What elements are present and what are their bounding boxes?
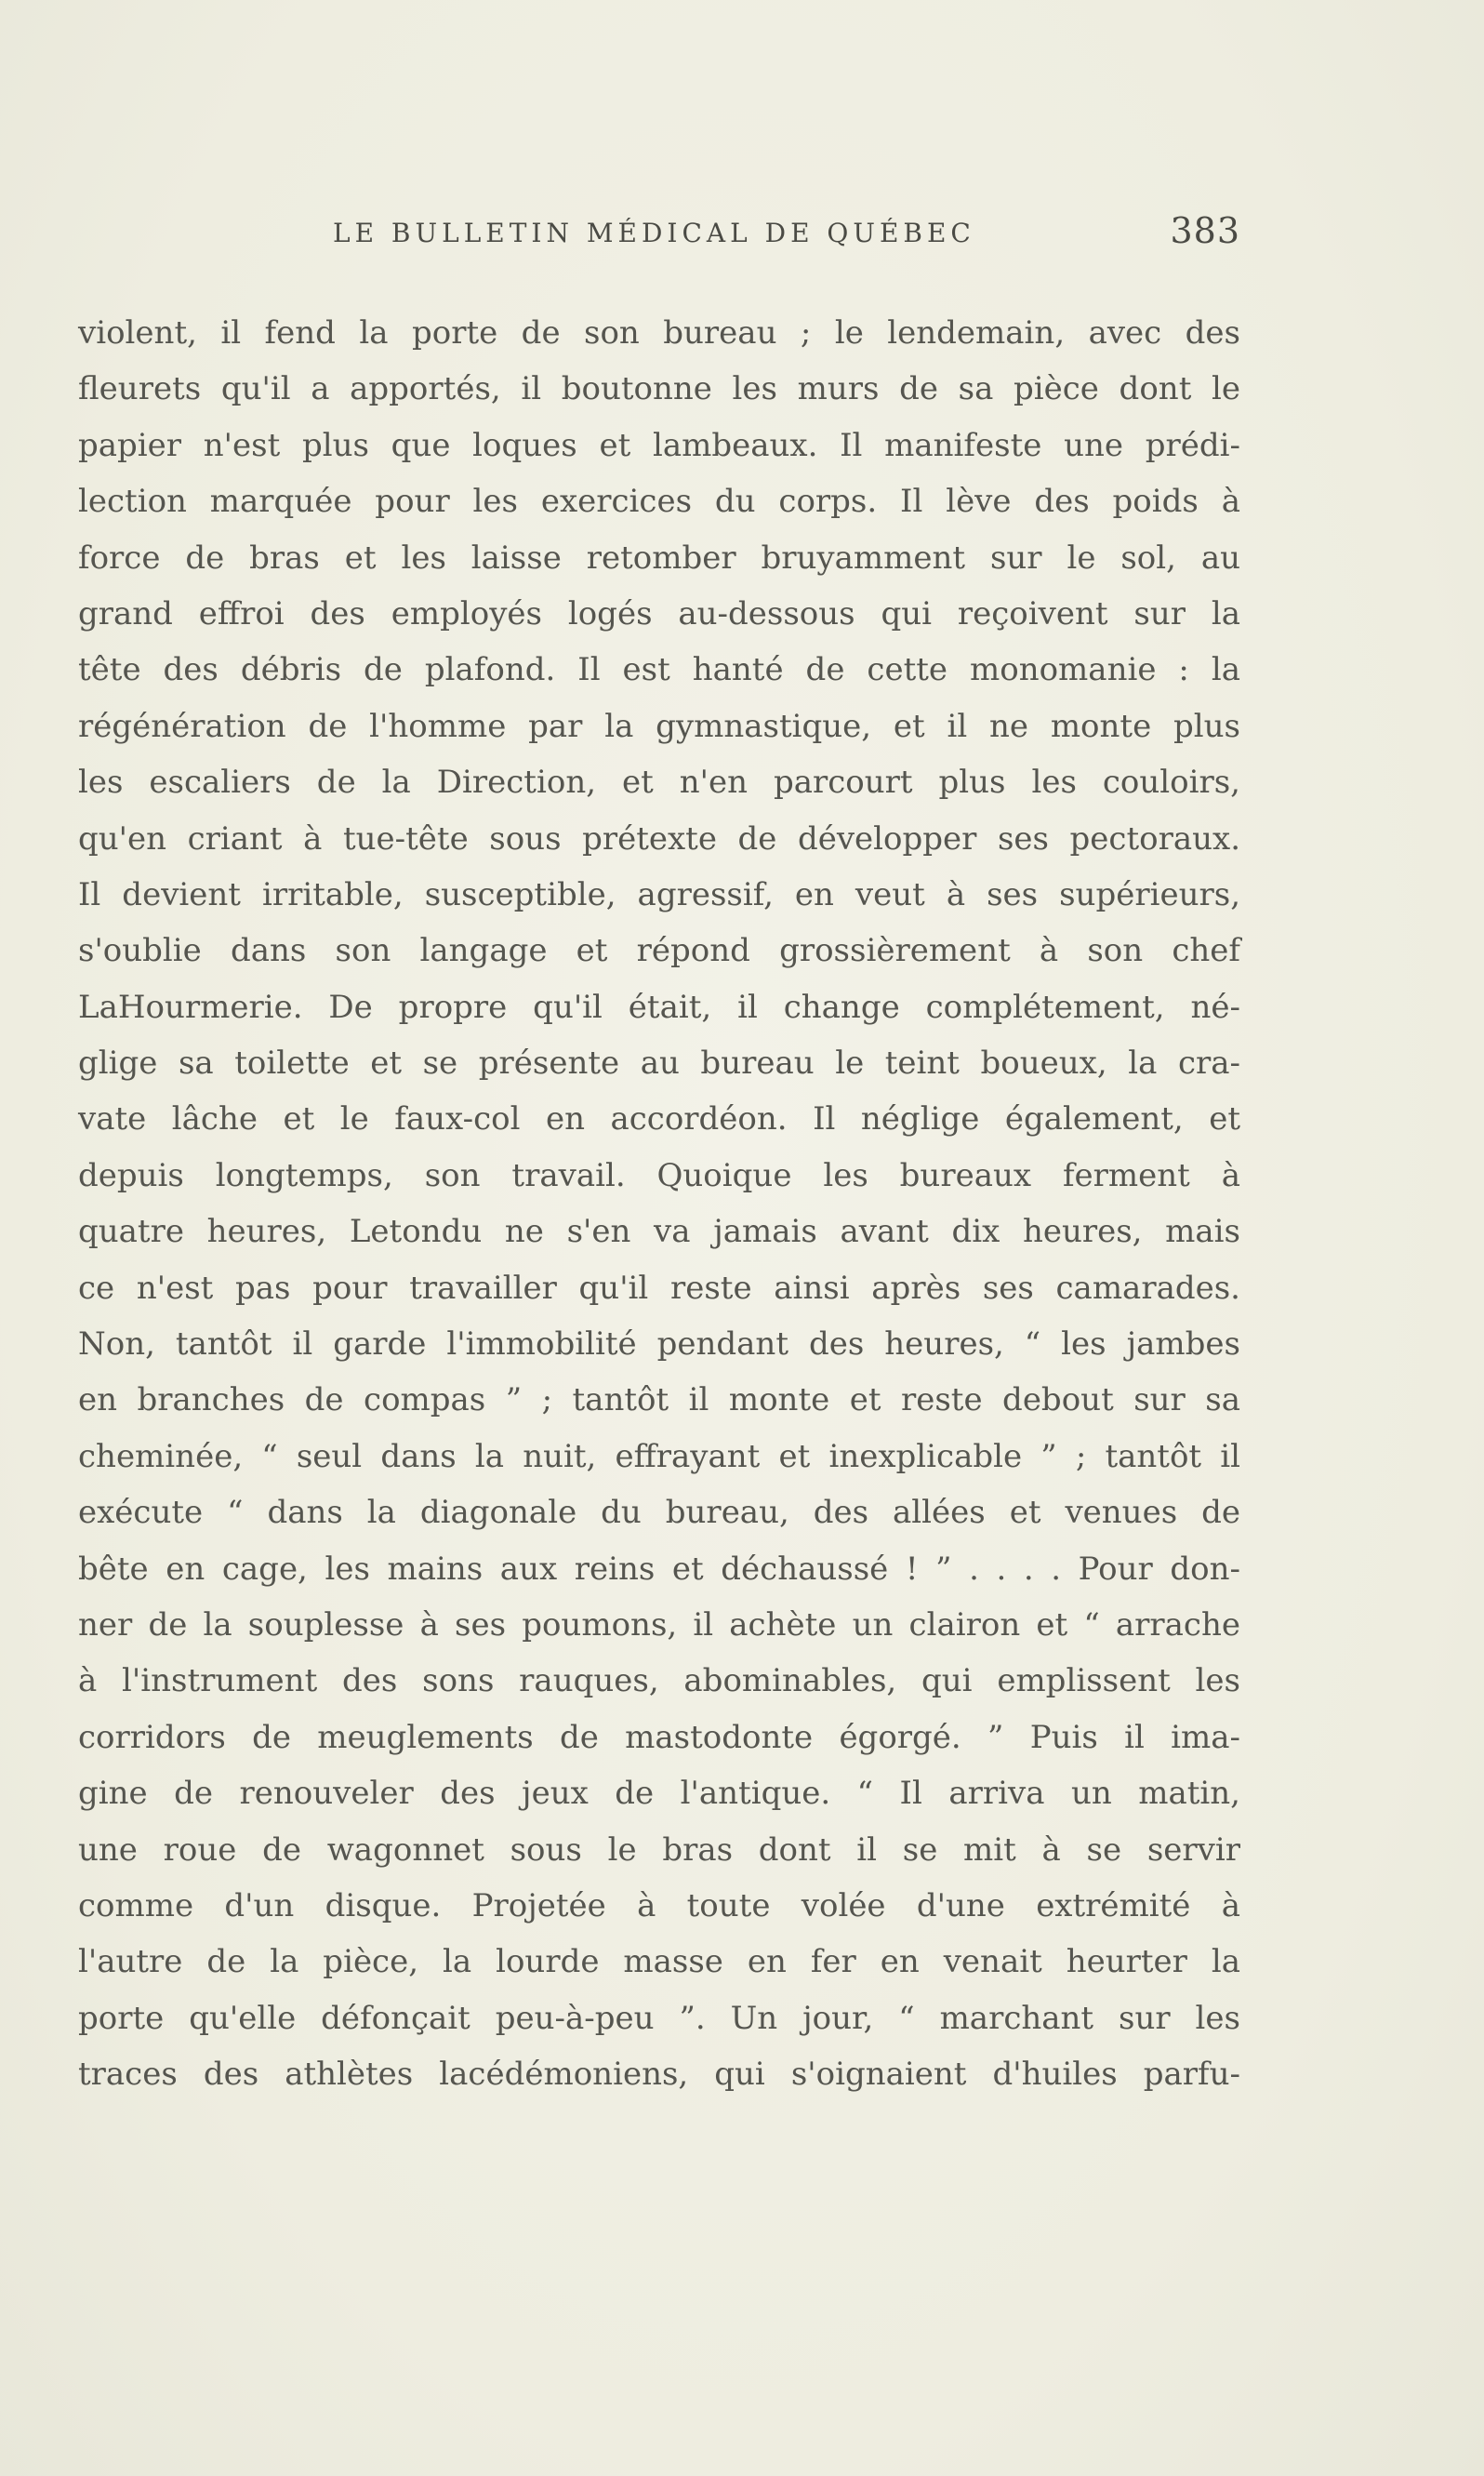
text-line: en branches de compas ” ; tantôt il monte et reste debout sur sa: [78, 1381, 1240, 1419]
text-line: violent, il fend la porte de son bureau ; le lendemain, avec des: [78, 314, 1240, 352]
text-line: lection marquée pour les exercices du corps. Il lève des poids à: [78, 483, 1240, 521]
text-line: quatre heures, Letondu ne s'en va jamais avant dix heures, mais: [78, 1213, 1240, 1251]
text-line: LaHourmerie. De propre qu'il était, il change complétement, né-: [78, 988, 1240, 1026]
text-line: papier n'est plus que loques et lambeaux. Il manifeste une prédi-: [78, 426, 1240, 464]
running-title: LE BULLETIN MÉDICAL DE QUÉBEC: [333, 218, 975, 248]
text-line: gine de renouveler des jeux de l'antique. “ Il arriva un matin,: [78, 1775, 1240, 1813]
text-line: comme d'un disque. Projetée à toute volée d'une extrémité à: [78, 1886, 1240, 1924]
text-line: cheminée, “ seul dans la nuit, effrayant et inexplicable ” ; tantôt il: [78, 1437, 1240, 1475]
text-line: force de bras et les laisse retomber bruyamment sur le sol, au: [78, 539, 1240, 577]
text-line: ner de la souplesse à ses poumons, il achète un clairon et “ arrache: [78, 1605, 1240, 1644]
text-line: depuis longtemps, son travail. Quoique les bureaux ferment à: [78, 1156, 1240, 1194]
body-text: [78, 305, 1240, 2103]
text-line: traces des athlètes lacédémoniens, qui s'oignaient d'huiles parfu-: [78, 2056, 1240, 2094]
text-line: l'autre de la pièce, la lourde masse en fer en venait heurter la: [78, 1943, 1240, 1981]
text-line: porte qu'elle défonçait peu-à-peu ”. Un jour, “ marchant sur les: [78, 1999, 1240, 2037]
text-line: bête en cage, les mains aux reins et déchaussé ! ” . . . . Pour don-: [78, 1550, 1240, 1588]
text-line: à l'instrument des sons rauques, abominables, qui emplissent les: [78, 1662, 1240, 1700]
text-line: une roue de wagonnet sous le bras dont il se mit à se servir: [78, 1830, 1240, 1869]
text-line: exécute “ dans la diagonale du bureau, des allées et venues de: [78, 1494, 1240, 1532]
text-line: glige sa toilette et se présente au bureau le teint boueux, la cra-: [78, 1045, 1240, 1083]
page-number: 383: [1170, 210, 1240, 251]
text-line: grand effroi des employés logés au-dessous qui reçoivent sur la: [78, 594, 1240, 632]
text-line: vate lâche et le faux-col en accordéon. Il néglige également, et: [78, 1100, 1240, 1138]
text-line: s'oublie dans son langage et répond grossièrement à son chef: [78, 932, 1240, 970]
text-line: corridors de meuglements de mastodonte égorgé. ” Puis il ima-: [78, 1718, 1240, 1756]
text-line: fleurets qu'il a apportés, il boutonne les murs de sa pièce dont le: [78, 370, 1240, 408]
text-line: Il devient irritable, susceptible, agressif, en veut à ses supérieurs,: [78, 875, 1240, 913]
page-header: [78, 212, 1240, 259]
text-line: Non, tantôt il garde l'immobilité pendant des heures, “ les jambes: [78, 1325, 1240, 1364]
text-line: régénération de l'homme par la gymnastique, et il ne monte plus: [78, 707, 1240, 745]
text-line: ce n'est pas pour travailler qu'il reste ainsi après ses camarades.: [78, 1269, 1240, 1307]
text-line: les escaliers de la Direction, et n'en parcourt plus les couloirs,: [78, 764, 1240, 802]
text-line: qu'en criant à tue-tête sous prétexte de développer ses pectoraux.: [78, 819, 1240, 858]
text-line: tête des débris de plafond. Il est hanté de cette monomanie : la: [78, 651, 1240, 689]
